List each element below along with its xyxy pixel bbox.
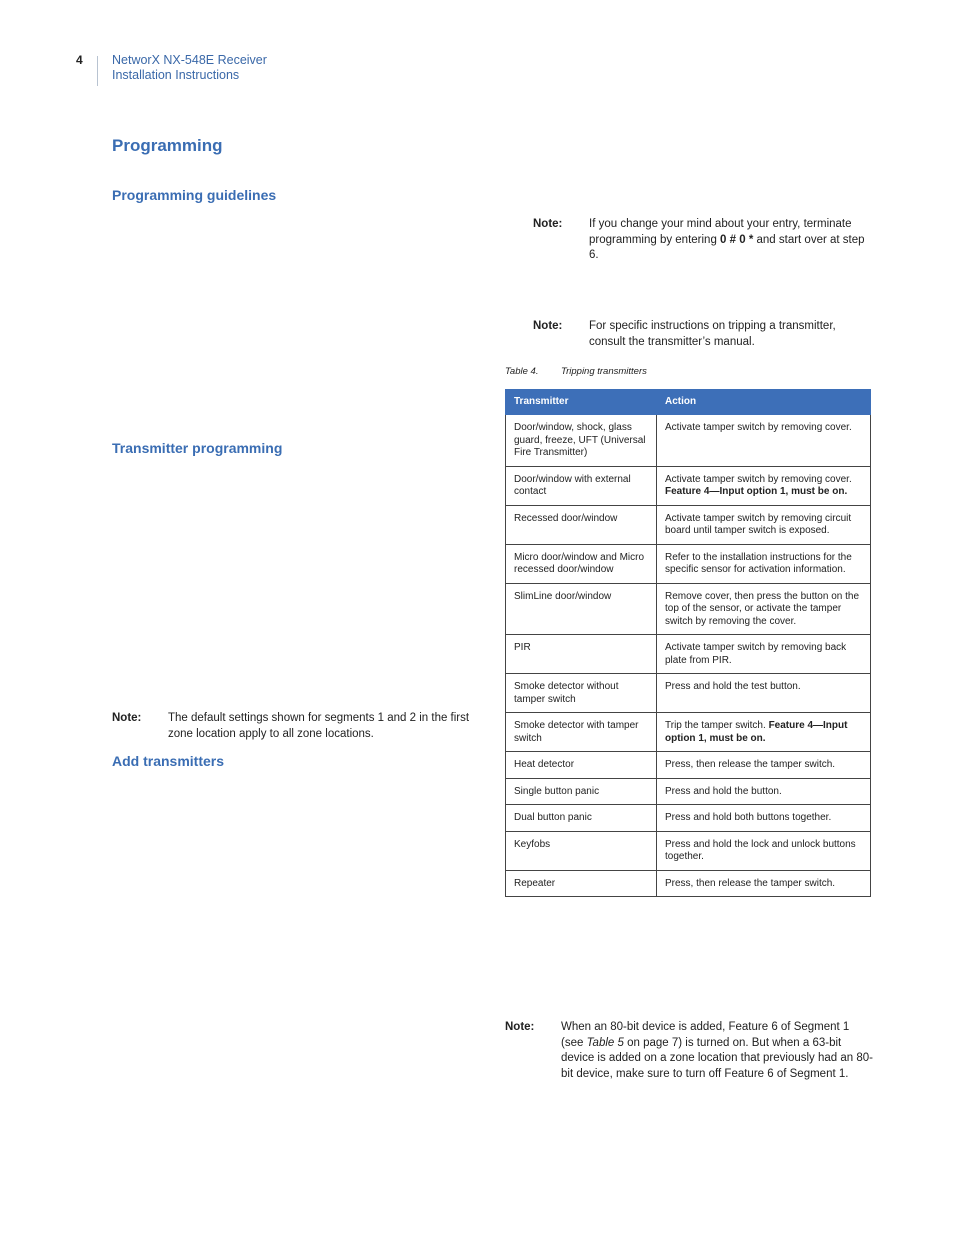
cell-action-text: Remove cover, then press the button on the top of the sensor, or activate the tamper switch by removing the cover.	[665, 590, 860, 627]
cell-transmitter: Heat detector	[506, 752, 657, 779]
note-label: Note:	[112, 712, 142, 724]
table-row	[506, 674, 871, 713]
section-heading-programming: Programming	[112, 136, 223, 155]
subheading-transmitter-programming: Transmitter programming	[112, 440, 283, 456]
cell-action	[657, 415, 871, 467]
cell-action	[657, 778, 871, 805]
cell-action	[657, 674, 871, 713]
cell-transmitter: PIR	[506, 635, 657, 674]
cell-action-text: Press, then release the tamper switch.	[665, 877, 836, 889]
page-number: 4	[76, 53, 83, 67]
cell-transmitter: Dual button panic	[506, 805, 657, 832]
note-label: Note:	[533, 320, 563, 332]
cell-action-text: Press and hold the button.	[665, 785, 782, 797]
cell-action-text: Trip the tamper switch.	[665, 720, 769, 731]
note-text: The default settings shown for segments 1 and 2 in the first zone location apply to all zone locations.	[168, 712, 470, 740]
note-text: When an 80-bit device is added, Feature 6 of Segment 1 (see Table 5 on page 7) is turned on. But when a 63-bit device is added on a zone location that previously had an 80-bit device, make sure to turn off Feature 6 of Segment 1.	[561, 1021, 873, 1080]
subheading-add-transmitters: Add transmitters	[112, 753, 225, 769]
note-default-settings	[112, 711, 478, 743]
cell-transmitter: Smoke detector without tamper switch	[506, 674, 657, 713]
cell-action	[657, 544, 871, 583]
cell-transmitter: Recessed door/window	[506, 505, 657, 544]
table-row	[506, 583, 871, 635]
note-label: Note:	[505, 1021, 535, 1033]
cell-action-text: Activate tamper switch by removing cover.	[665, 473, 852, 485]
table-row	[506, 505, 871, 544]
table-caption	[505, 366, 647, 377]
cell-action-emphasis: Feature 4—Input option 1, must be on.	[665, 486, 848, 497]
cell-action-emphasis: Feature 4—Input option 1, must be on.	[665, 720, 848, 744]
cell-transmitter: Single button panic	[506, 778, 657, 805]
cell-action	[657, 466, 871, 505]
cell-action-text: Activate tamper switch by removing cover.	[665, 422, 852, 433]
cell-action	[657, 583, 871, 635]
table-row	[506, 752, 871, 779]
cell-transmitter: Smoke detector with tamper switch	[506, 713, 657, 752]
cell-transmitter: Keyfobs	[506, 831, 657, 870]
cell-action-text: Activate tamper switch by removing circuit board until tamper switch is exposed.	[665, 512, 852, 536]
document-title-line-1: NetworX NX-548E Receiver	[112, 53, 267, 67]
column-header-action: Action	[657, 390, 871, 415]
cell-transmitter: Micro door/window and Micro recessed door/window	[506, 544, 657, 583]
cell-action	[657, 505, 871, 544]
cell-action-text: Refer to the installation instructions for the specific sensor for activation information.	[665, 551, 852, 575]
cell-transmitter: Door/window with external contact	[506, 466, 657, 505]
table-row	[506, 635, 871, 674]
table-row	[506, 805, 871, 832]
cell-action	[657, 713, 871, 752]
cell-action	[657, 870, 871, 897]
table-row	[506, 870, 871, 897]
document-title-line-2: Installation Instructions	[112, 68, 240, 82]
column-header-transmitter: Transmitter	[506, 390, 657, 415]
table-row	[506, 466, 871, 505]
cell-action-text: Activate tamper switch by removing back plate from PIR.	[665, 642, 847, 666]
cell-action-text: Press and hold both buttons together.	[665, 812, 832, 823]
document-title	[112, 53, 267, 83]
cell-action	[657, 752, 871, 779]
cell-action	[657, 831, 871, 870]
cell-action-text: Press and hold the lock and unlock buttons together.	[665, 838, 856, 862]
cell-action-text: Press and hold the test button.	[665, 681, 801, 692]
table-caption-title: Tripping transmitters	[561, 366, 647, 377]
table-row	[506, 831, 871, 870]
header-divider	[97, 56, 98, 86]
note-text: For specific instructions on tripping a transmitter, consult the transmitter’s manual.	[589, 320, 836, 348]
table-row	[506, 778, 871, 805]
cell-transmitter: SlimLine door/window	[506, 583, 657, 635]
note-label: Note:	[533, 218, 563, 230]
cell-action	[657, 635, 871, 674]
cell-action	[657, 805, 871, 832]
table-row	[506, 415, 871, 467]
note-tripping-transmitter	[533, 319, 873, 351]
cell-transmitter: Repeater	[506, 870, 657, 897]
tripping-transmitters-table	[505, 389, 871, 897]
subheading-programming-guidelines: Programming guidelines	[112, 187, 277, 203]
note-text: If you change your mind about your entry, terminate programming by entering 0 # 0 * and start over at step 6.	[589, 218, 865, 261]
table-row	[506, 713, 871, 752]
cell-transmitter: Door/window, shock, glass guard, freeze, UFT (Universal Fire Transmitter)	[506, 415, 657, 467]
cell-action-text: Press, then release the tamper switch.	[665, 759, 836, 770]
table-row	[506, 544, 871, 583]
note-entry-cancel	[533, 217, 873, 265]
note-80-bit-device	[505, 1020, 873, 1084]
table-caption-number: Table 4.	[505, 366, 539, 377]
table-header-row	[506, 390, 871, 415]
